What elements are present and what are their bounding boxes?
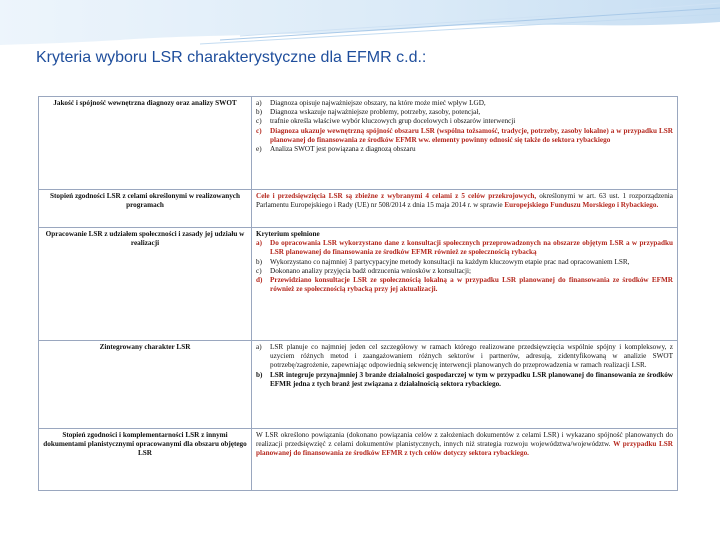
header-wave-decoration: [0, 0, 720, 80]
list-item: b) LSR integruje przynajmniej 3 branże działalności gospodarczej w tym w przypadku LSR planowanej do finansowania ze środków EFMR jedna z tych branż jest związana z działalnością sektora rybackiego.: [256, 370, 673, 388]
list-item: a) LSR planuje co najmniej jeden cel szczegółowy w ramach którego realizowane przedsięwzięcia wspólnie spójny i kompleksowy, z uzyciem różnych metod i zaangażowaniem różnych sektorów i partnerów, adresują, zidentyfikowaną w analizie SWOT potrzebę/zagrożenie, zapewniając odpowiednią sekwencję interwencji planowanych do przeprowadzenia w ramach realizacji LSR.: [256, 343, 673, 370]
list-item: b) Wykorzystano co najmniej 3 partycypacyjne metody konsultacji na każdym kluczowym etapie prac nad opracowaniem LSR,: [256, 257, 630, 266]
criterion-description: [252, 228, 678, 341]
criterion-name: Opracowanie LSR z udziałem społeczności i zasady jej udziału w realizacji: [39, 228, 252, 341]
criterion-heading: Kryterium spełnione: [256, 230, 320, 238]
slide-title: Kryteria wyboru LSR charakterystyczne dla EFMR c.d.:: [36, 49, 427, 66]
criterion-description: Cele i przedsięwzięcia LSR są zbieżne z wybranymi 4 celami z 5 celów przekrojowych, określonymi w art. 63 ust. 1 rozporządzenia Parlamentu Europejskiego i Rady (UE) nr 508/2014 z dnia 15 maja 2014 r. w sprawie Europejskiego Funduszu Morskiego i Rybackiego.: [252, 190, 678, 228]
list-item: b) Diagnoza wskazuje najważniejsze problemy, potrzeby, zasoby, potencjał,: [256, 108, 481, 117]
criterion-description: [252, 97, 678, 190]
list-item: d) Przewidziano konsultacje LSR ze społecznością lokalną a w przypadku LSR planowanej do finansowania ze środków EFMR również ze społecznością rybacką przy jej aktualizacji.: [256, 276, 673, 294]
criterion-description: [252, 341, 678, 429]
table-row: [39, 341, 678, 429]
table-row: [39, 228, 678, 341]
criterion-name: Stopień zgodności i komplementarności LSR z innymi dokumentami planistycznymi opracowanymi dla obszaru objętego LSR: [39, 429, 252, 491]
list-item: e) Analiza SWOT jest powiązana z diagnozą obszaru: [256, 145, 416, 154]
list-item: a) Do opracowania LSR wykorzystano dane z konsultacji społecznych przeprowadzonych na obszarze objętym LSR a w przypadku LSR planowanej do finansowania ze środków EFMR również ze społecznością rybacką: [256, 239, 673, 257]
criteria-table: [38, 96, 678, 491]
criterion-name: Jakość i spójność wewnętrzna diagnozy oraz analizy SWOT: [39, 97, 252, 190]
table-row: [39, 97, 678, 190]
list-item: c) trafnie określa właściwe wybór kluczowych grup docelowych i obszarów interwencji: [256, 117, 516, 126]
criterion-description: W LSR określono powiązania (dokonano powiązania celów z założeniach dokumentów z celami LSR) i wykazano spójność planowanych do realizacji przedsięwzięć z celami dokumentów planistycznych, innych niż strategia rozwoju województwa/województw. W przypadku LSR planowanej do finansowania ze środków EFMR z tych celów dotyczy sektora rybackiego.: [252, 429, 678, 491]
criterion-name: Zintegrowany charakter LSR: [39, 341, 252, 429]
list-item: a) Diagnoza opisuje najważniejsze obszary, na które może mieć wpływ LGD,: [256, 99, 486, 107]
list-item: c) Dokonano analizy przyjęcia badź odrzucenia wniosków z konsultacji;: [256, 266, 471, 275]
criterion-name: Stopień zgodności LSR z celami określonymi w realizowanych programach: [39, 190, 252, 228]
list-item: c) Diagnoza ukazuje wewnętrzną spójność obszaru LSR (wspólna tożsamość, tradycje, potrzeby, zasoby lokalne) a w przypadku LSR planowanej do finansowania ze środków EFMR ww. elementy powinny odnosić się także do sektora rybackiego: [256, 126, 673, 144]
table-row: [39, 190, 678, 228]
table-row: [39, 429, 678, 491]
